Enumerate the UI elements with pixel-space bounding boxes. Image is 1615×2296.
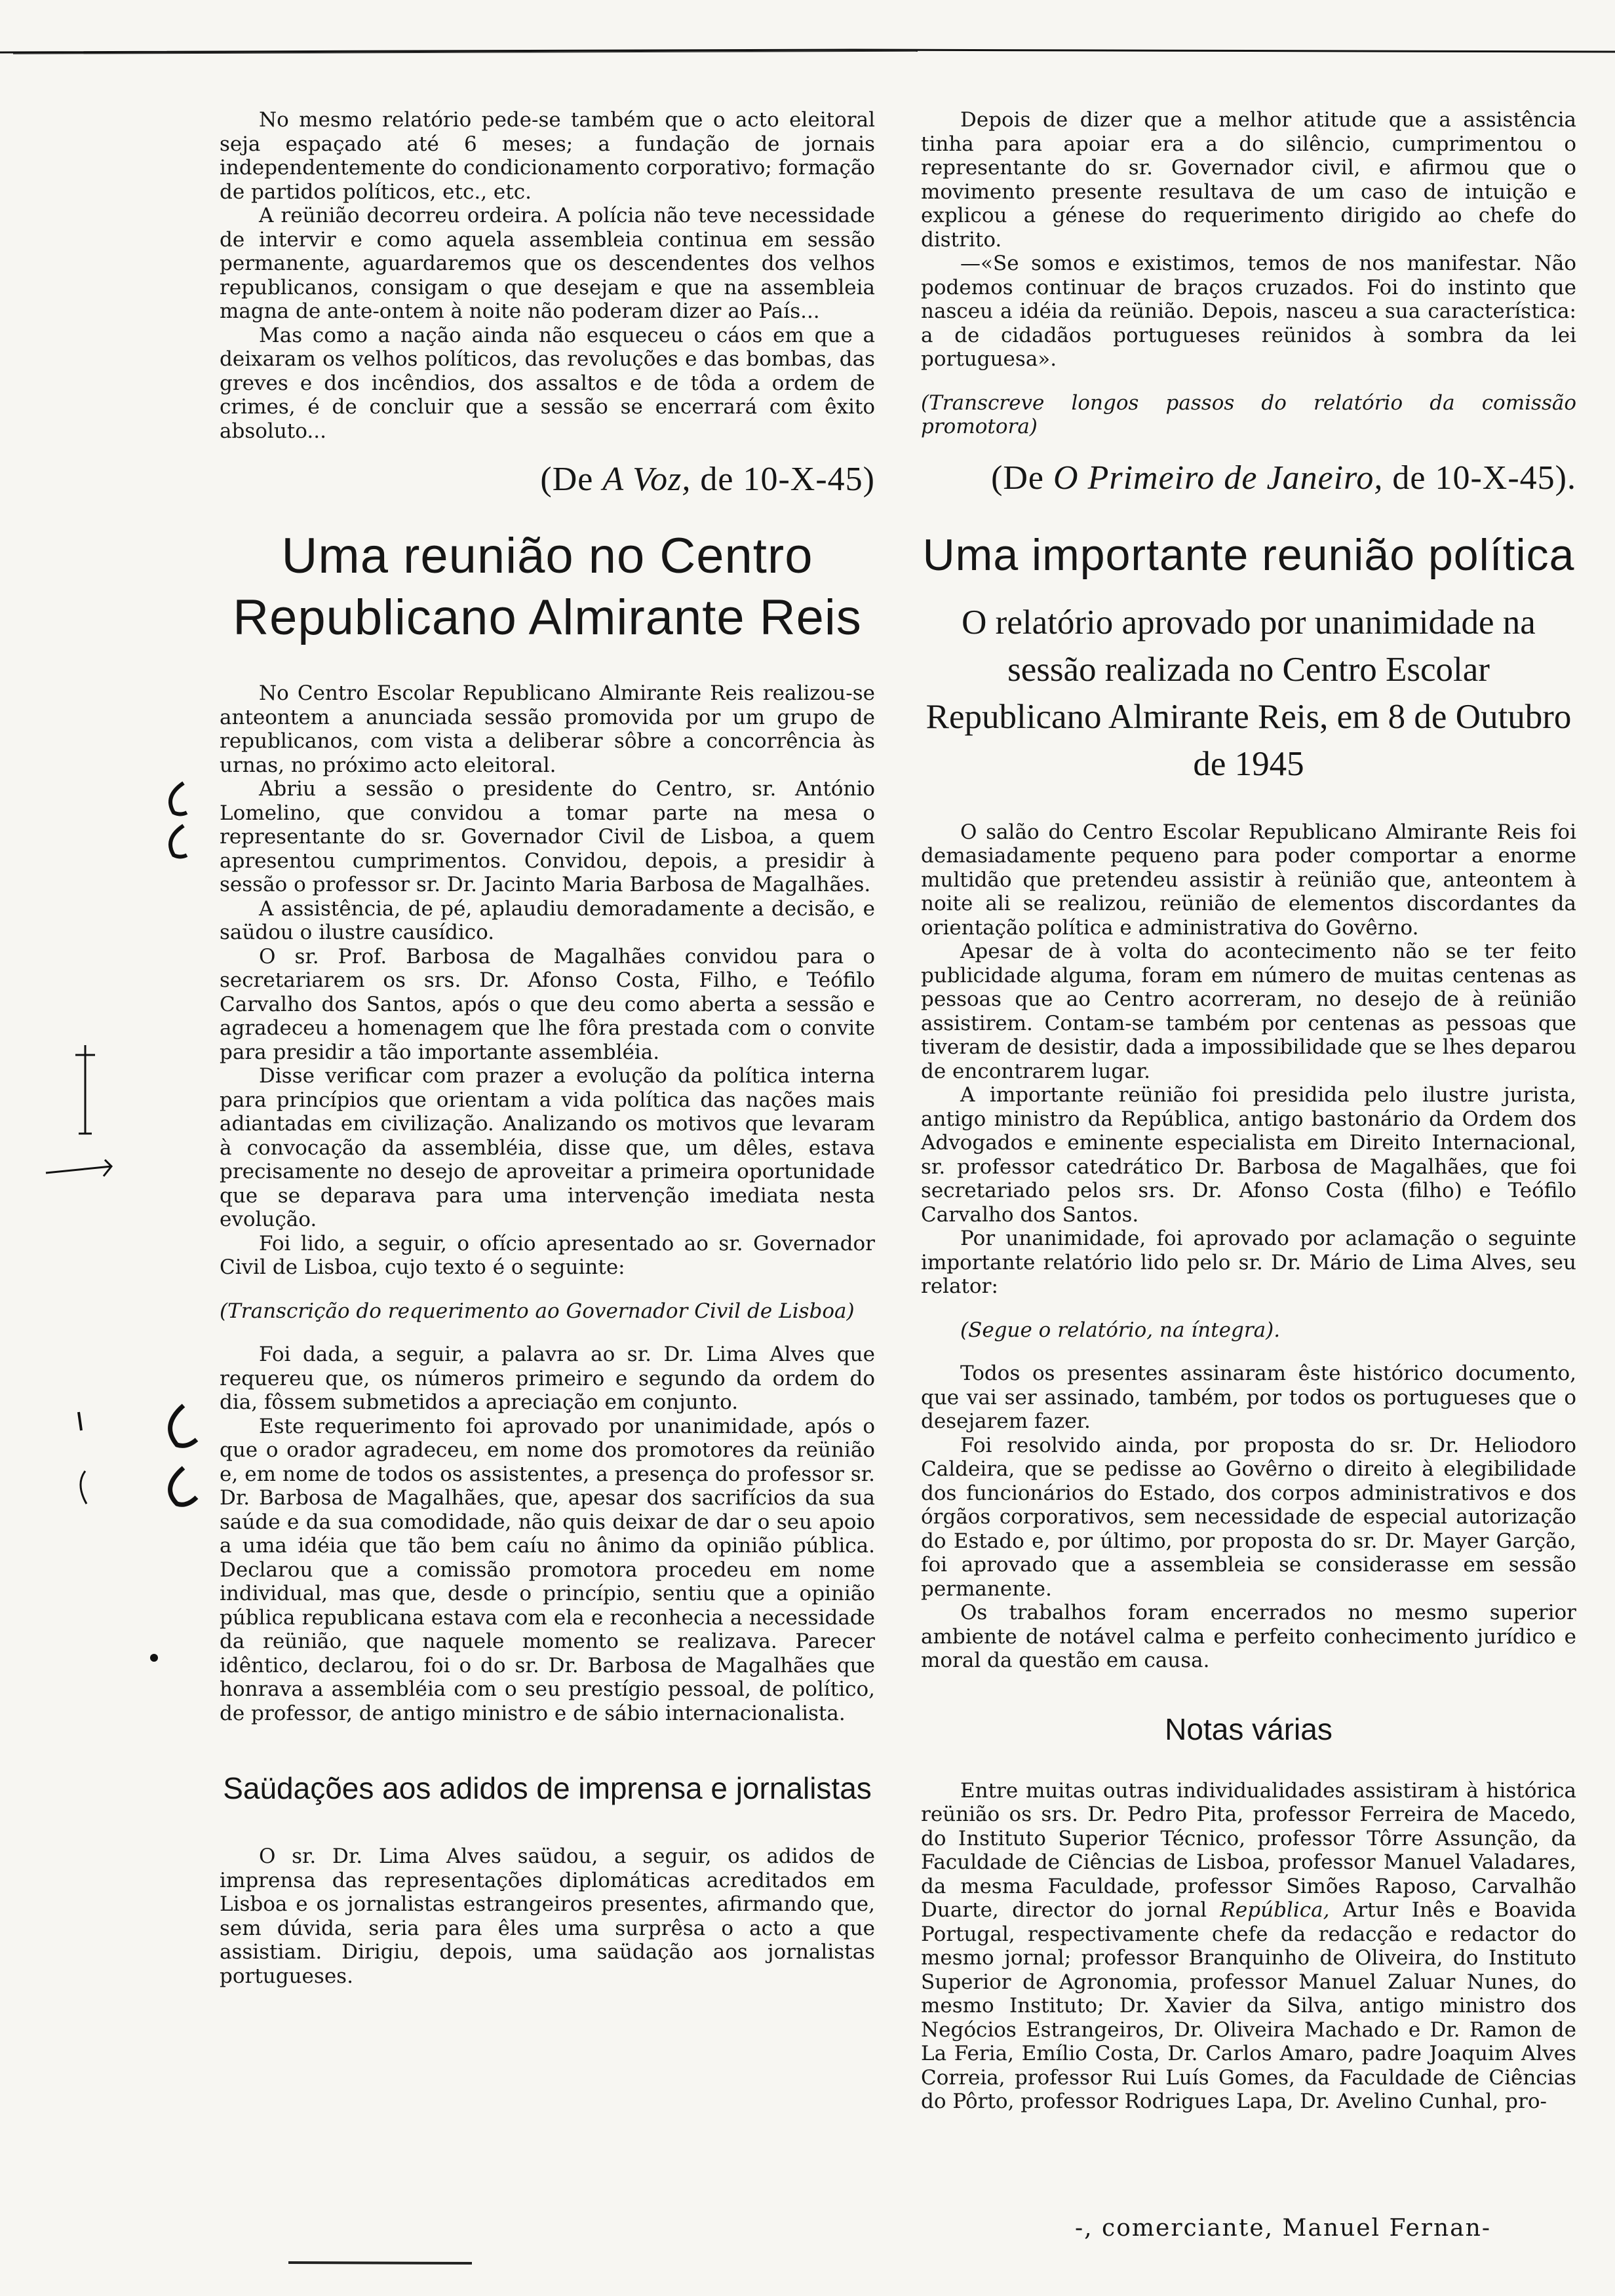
margin-dot-mark	[147, 1651, 161, 1664]
margin-cross-mark	[39, 1042, 131, 1186]
right-column	[921, 108, 1576, 2114]
left-body3-para-1: O sr. Dr. Lima Alves saüdou, a seguir, os adidos de imprensa das representações diplomáticas acreditados em Lisboa e os jornalistas estrangeiros presentes, afirmando que, sem dúvida, seria para êles uma surprêsa o acto a que assistiam. Dirigiu, depois, uma saüdação aos jornalistas portugueses.	[220, 1845, 875, 1988]
top-border-rule	[0, 48, 1615, 55]
margin-bracket-mark-2	[72, 1399, 229, 1510]
right-italic-note: (Transcreve longos passos do relatório da comissão promotora)	[921, 391, 1576, 438]
left-source-title: A Voz,	[602, 461, 691, 498]
right-body-para-4: Por unanimidade, foi aprovado por aclamação o seguinte importante relatório lido pelo sr. Dr. Mário de Lima Alves, seu relator:	[921, 1227, 1576, 1298]
right-italic-note-2: (Segue o relatório, na íntegra).	[960, 1318, 1281, 1342]
right-source-citation: (De O Primeiro de Janeiro, de 10-X-45).	[991, 459, 1576, 497]
right-body2-para-1: Todos os presentes assinaram êste histórico documento, que vai ser assinado, também, por todos os portugueses que o desejarem fazer.	[921, 1362, 1576, 1433]
right-subhead: O relatório aprovado por unanimidade na sessão realizada no Centro Escolar Republicano Almirante Reis, em 8 de Outubro de 1945	[925, 603, 1572, 783]
right-body-para-3: A importante reünião foi presidida pelo ilustre jurista, antigo ministro da República, antigo bastonário da Ordem dos Advogados e eminente especialista em Direito Internacional, sr. professor catedrático Dr. Barbosa de Magalhães, que foi secretariado pelos srs. Dr. Afonso Costa (filho) e Teófilo Carvalho dos Santos.	[921, 1083, 1576, 1227]
right-body3-italic: República,	[1220, 1898, 1330, 1922]
left-body2-para-2: Este requerimento foi aprovado por unanimidade, após o que o orador agradeceu, em nome dos promotores da reünião e, em nome de todos os assistentes, a presença do professor sr. Dr. Barbosa de Magalhães, que, apesar dos sacrifícios da sua saúde e da sua comodidade, não quis deixar de dar o seu apoio a uma idéia que tão bem caíu no ânimo da opinião pública. Declarou que a comissão promotora procedeu em nome individual, mas que, desde o princípio, sentiu que a opinião pública republicana estava com ela e reconhecia a necessidade da reünião, que naquele momento se realizava. Parecer idêntico, declarou, foi o do sr. Dr. Barbosa de Magalhães que honrava a assembléia com o seu prestígio pessoal, de político, de professor, de antigo ministro e de sábio internacionalista.	[220, 1414, 875, 1725]
footer-text-fragment: -, comerciante, Manuel Fernan-	[1075, 2215, 1491, 2242]
right-top-para-1: Depois de dizer que a melhor atitude que a assistência tinha para apoiar era a do silêncio, cumprimentou o representante do sr. Governador civil, e afirmou que o movimento presente resultava de um caso de intuição e explicou a génese do requerimento dirigido ao chefe do distrito.	[921, 108, 1576, 252]
left-top-para-3: Mas como a nação ainda não esqueceu o cáos em que a deixaram os velhos políticos, das revoluções e das bombas, das greves e dos incêndios, dos assaltos e de tôda a ordem de crimes, é de concluir que a sessão se encerrará com êxito absoluto...	[220, 323, 875, 443]
right-source-title: O Primeiro de Janeiro,	[1053, 459, 1384, 497]
left-body-para-3: A assistência, de pé, aplaudiu demoradamente a decisão, e saüdou o ilustre causídico.	[220, 896, 875, 944]
right-body-para-2: Apesar de à volta do acontecimento não se ter feito publicidade alguma, foram em número de muitas centenas as pessoas que ao Centro acorreram, no desejo de à reünião assistirem. Contam-se também por centenas as pessoas que tiveram de desistir, dada a impossibilidade que se lhes deparou de encontrarem lugar.	[921, 940, 1576, 1083]
right-top-para-2: —«Se somos e existimos, temos de nos manifestar. Não podemos continuar de braços cruzados. Foi do instinto que nasceu a idéia da reünião. Depois, nasceu a sua característica: a de cidadãos portugueses reünidos à sombra da lei portuguesa».	[921, 252, 1576, 371]
left-body2-para-1: Foi dada, a seguir, a palavra ao sr. Dr. Lima Alves que requereu que, os números primeiro e segundo da ordem do dia, fôssem submetidos a apreciação em conjunto.	[220, 1343, 875, 1414]
right-body3-para-1: Entre muitas outras individualidades assistiram à histórica reünião os srs. Dr. Pedro Pita, professor Ferreira de Macedo, do Instituto Superior Técnico, professor Tôrre Assunção, da Faculdade de Ciências de Lisboa, professor Manuel Valadares, da mesma Faculdade, professor Simões Raposo, Carvalhão Duarte, director do jornal República, Artur Inês e Boavida Portugal, respectivamente chefe da redacção e redactor do mesmo jornal; professor Branquinho de Oliveira, do Instituto Superior de Agronomia, professor Manuel Zaluar Nunes, do mesmo Instituto; Dr. Xavier da Silva, antigo ministro dos Negócios Estrangeiros, Dr. Oliveira Machado e Dr. Ramon de La Feria, Emílio Costa, Dr. Carlos Amaro, padre Joaquim Alves Correia, professor Rui Luís Gomes, da Faculdade de Ciências do Pôrto, professor Rodrigues Lapa, Dr. Avelino Cunhal, pro-	[921, 1778, 1576, 2113]
margin-bracket-mark-1	[157, 776, 197, 862]
left-column	[220, 108, 875, 1988]
right-body2-para-2: Foi resolvido ainda, por proposta do sr. Dr. Heliodoro Caldeira, que se pedisse ao Govêrno o direito à elegibilidade dos funcionários do Estado, dos corpos administrativos e dos órgãos corporativos, sem necessidade de especial autorização do Estado e, por último, por proposta do sr. Dr. Mayer Garção, foi aprovado que a assembleia se considerasse em sessão permanente.	[921, 1433, 1576, 1601]
left-body-para-5: Disse verificar com prazer a evolução da política interna para princípios que orientam a vida política das nações mais adiantadas em civilização. Analizando os motivos que levaram à convocação da assembléia, disse que, um dêles, estava precisamente no desejo de aproveitar a primeira oportunidade que se deparava para uma intervenção imediata nesta evolução.	[220, 1064, 875, 1231]
left-italic-note: (Transcrição do requerimento ao Governador Civil de Lisboa)	[220, 1299, 855, 1323]
right-body2-para-3: Os trabalhos foram encerrados no mesmo superior ambiente de notável calma e perfeito conhecimento jurídico e moral da questão em causa.	[921, 1601, 1576, 1672]
right-section-title: Notas várias	[1165, 1712, 1333, 1746]
left-body-para-1: No Centro Escolar Republicano Almirante Reis realizou-se anteontem a anunciada sessão promovida por um grupo de republicanos, com vista a deliberar sôbre a concorrência às urnas, no próximo acto eleitoral.	[220, 681, 875, 777]
left-top-para-1: No mesmo relatório pede-se também que o acto eleitoral seja espaçado até 6 meses; a fundação de jornais independentemente do condicionamento corporativo; formação de partidos políticos, etc., etc.	[220, 108, 875, 204]
right-headline: Uma importante reunião política	[922, 529, 1575, 580]
left-source-citation: (De A Voz, de 10-X-45)	[540, 461, 875, 498]
left-headline: Uma reunião no Centro Republicano Almirante Reis	[233, 528, 862, 645]
left-body-para-4: O sr. Prof. Barbosa de Magalhães convidou para o secretariarem os srs. Dr. Afonso Costa, Filho, e Teófilo Carvalho dos Santos, após o que deu como aberta a sessão e agradeceu a homenagem que lhe fôra prestada com o convite para presidir a tão importante assembléia.	[220, 944, 875, 1064]
left-body-para-2: Abriu a sessão o presidente do Centro, sr. António Lomelino, que convidou a tomar parte na mesa o representante do sr. Governador Civil de Lisboa, a quem apresentou cumprimentos. Convidou, depois, a presidir à sessão o professor sr. Dr. Jacinto Maria Barbosa de Magalhães.	[220, 777, 875, 896]
right-body-para-1: O salão do Centro Escolar Republicano Almirante Reis foi demasiadamente pequeno para poder comportar a enorme multidão que pretendeu assistir à reünião que, anteontem à noite ali se realizou, reünião de elementos discordantes da orientação política e administrativa do Govêrno.	[921, 820, 1576, 940]
left-body-para-6: Foi lido, a seguir, o ofício apresentado ao sr. Governador Civil de Lisboa, cujo texto é o seguinte:	[220, 1231, 875, 1279]
left-section-title: Saüdações aos adidos de imprensa e jornalistas	[223, 1771, 872, 1805]
bottom-scrap-rule	[288, 2261, 472, 2265]
left-top-para-2: A reünião decorreu ordeira. A polícia não teve necessidade de intervir e como aquela assembleia continua em sessão permanente, aguardaremos que os descendentes dos velhos republicanos, consigam o que desejam e que na assembleia magna de ante-ontem à noite não poderam dizer ao País...	[220, 204, 875, 323]
